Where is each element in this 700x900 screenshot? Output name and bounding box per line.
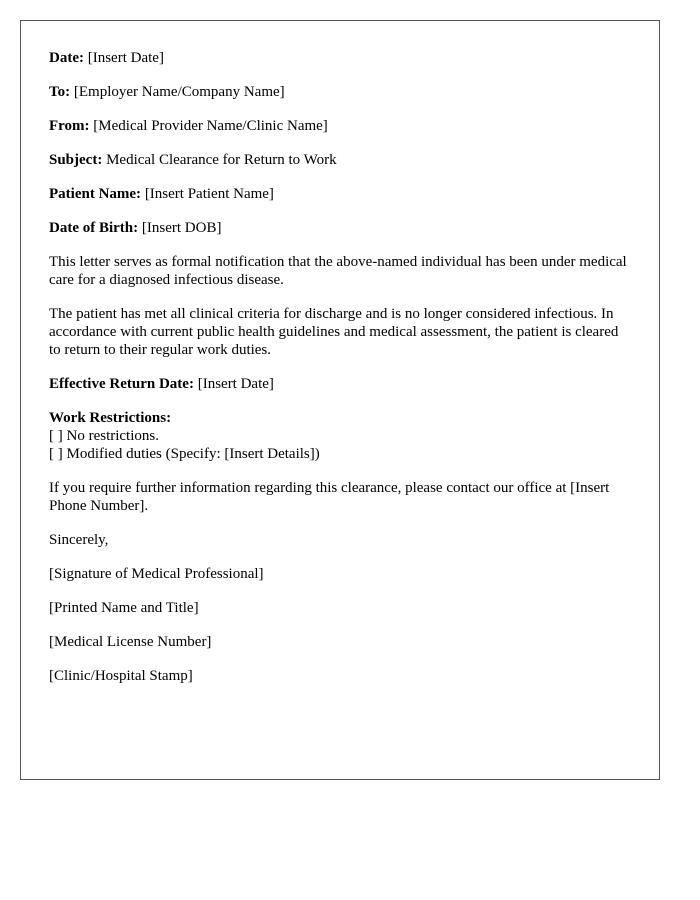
date-label: Date: xyxy=(49,50,84,66)
from-line xyxy=(49,117,631,135)
stamp-placeholder: [Clinic/Hospital Stamp] xyxy=(49,668,193,684)
to-value: [Employer Name/Company Name] xyxy=(73,84,285,100)
subject-line xyxy=(49,151,631,169)
subject-value: Medical Clearance for Return to Work xyxy=(106,152,337,168)
from-label: From: xyxy=(49,118,90,134)
from-value: [Medical Provider Name/Clinic Name] xyxy=(93,118,328,134)
dob-line xyxy=(49,219,631,237)
patient-name-value: [Insert Patient Name] xyxy=(144,186,274,202)
effective-return-value: [Insert Date] xyxy=(197,376,274,392)
printed-name-placeholder: [Printed Name and Title] xyxy=(49,600,199,616)
restriction-option-none: [ ] No restrictions. xyxy=(49,428,159,444)
date-value: [Insert Date] xyxy=(87,50,164,66)
notification-paragraph: This letter serves as formal notification that the above-named individual has been under medical care for a diagnosed infectious disease. xyxy=(49,254,627,288)
clearance-paragraph: The patient has met all clinical criteria for discharge and is no longer considered infectious. In accordance with current public health guidelines and medical assessment, the patient is cleared to return to their regular work duties. xyxy=(49,306,619,358)
dob-label: Date of Birth: xyxy=(49,220,139,236)
restriction-option-modified: [ ] Modified duties (Specify: [Insert Details]) xyxy=(49,446,320,462)
to-label: To: xyxy=(49,84,71,100)
patient-name-label: Patient Name: xyxy=(49,186,142,202)
contact-paragraph: If you require further information regarding this clearance, please contact our office at [Insert Phone Number]. xyxy=(49,480,610,514)
work-restrictions-label: Work Restrictions: xyxy=(49,410,172,426)
subject-label: Subject: xyxy=(49,152,103,168)
salutation: Sincerely, xyxy=(49,532,109,548)
letter-document xyxy=(20,20,660,780)
effective-return-label: Effective Return Date: xyxy=(49,376,194,392)
dob-value: [Insert DOB] xyxy=(141,220,222,236)
patient-name-line xyxy=(49,185,631,203)
work-restrictions-section xyxy=(49,409,631,463)
date-line xyxy=(49,49,631,67)
license-number-placeholder: [Medical License Number] xyxy=(49,634,212,650)
to-line xyxy=(49,83,631,101)
signature-placeholder: [Signature of Medical Professional] xyxy=(49,566,264,582)
effective-return-line xyxy=(49,375,631,393)
